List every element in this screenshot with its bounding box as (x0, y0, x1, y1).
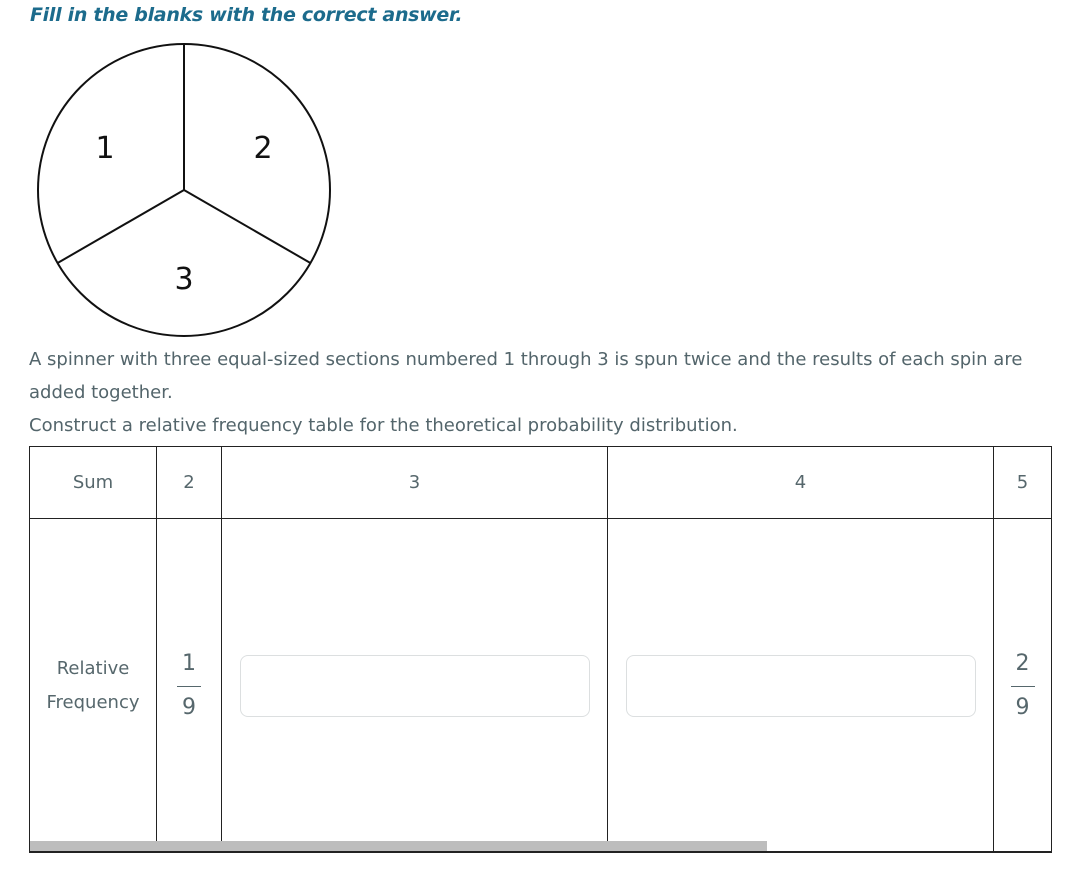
problem-description: A spinner with three equal-sized sections numbered 1 through 3 is spun twice and the results of each spin are added together. (29, 349, 1023, 403)
sum-value: 4 (794, 472, 807, 493)
frequency-cell (608, 519, 994, 852)
row-header-sum (30, 447, 157, 519)
row-header-label-line1: Relative (56, 657, 130, 679)
spinner-diagram (30, 40, 340, 345)
sum-cell (994, 447, 1051, 519)
answer-input-sum-3[interactable] (240, 655, 590, 717)
sum-value: 3 (408, 472, 421, 493)
fraction (1011, 651, 1035, 721)
sum-value: 2 (183, 472, 195, 493)
sum-cell (157, 447, 222, 519)
row-header-label-line2: Frequency (46, 691, 140, 713)
frequency-table (29, 446, 1052, 853)
spinner-section-1-label: 1 (95, 131, 115, 166)
row-header-sum-label: Sum (72, 472, 114, 493)
frequency-cell (157, 519, 222, 852)
frequency-cell (222, 519, 608, 852)
problem-task: Construct a relative frequency table for the theoretical probability distribution. (29, 415, 738, 436)
answer-input-sum-4[interactable] (626, 655, 976, 717)
fraction-denominator: 9 (1015, 694, 1030, 720)
sum-cell (222, 447, 608, 519)
problem-statement (29, 343, 1039, 442)
sum-cell (608, 447, 994, 519)
frequency-cell (994, 519, 1051, 852)
row-header-relative-frequency (30, 519, 157, 852)
fraction-numerator: 1 (182, 650, 196, 676)
sum-value: 5 (1016, 472, 1029, 493)
fraction (177, 651, 201, 721)
fraction-bar (177, 686, 201, 687)
horizontal-scrollbar[interactable] (30, 841, 767, 851)
fraction-bar (1011, 686, 1035, 687)
instruction-heading: Fill in the blanks with the correct answer. (30, 4, 463, 26)
spinner-section-3-label: 3 (174, 262, 194, 297)
spinner-section-2-label: 2 (253, 131, 273, 166)
fraction-denominator: 9 (182, 694, 196, 720)
fraction-numerator: 2 (1015, 650, 1030, 676)
